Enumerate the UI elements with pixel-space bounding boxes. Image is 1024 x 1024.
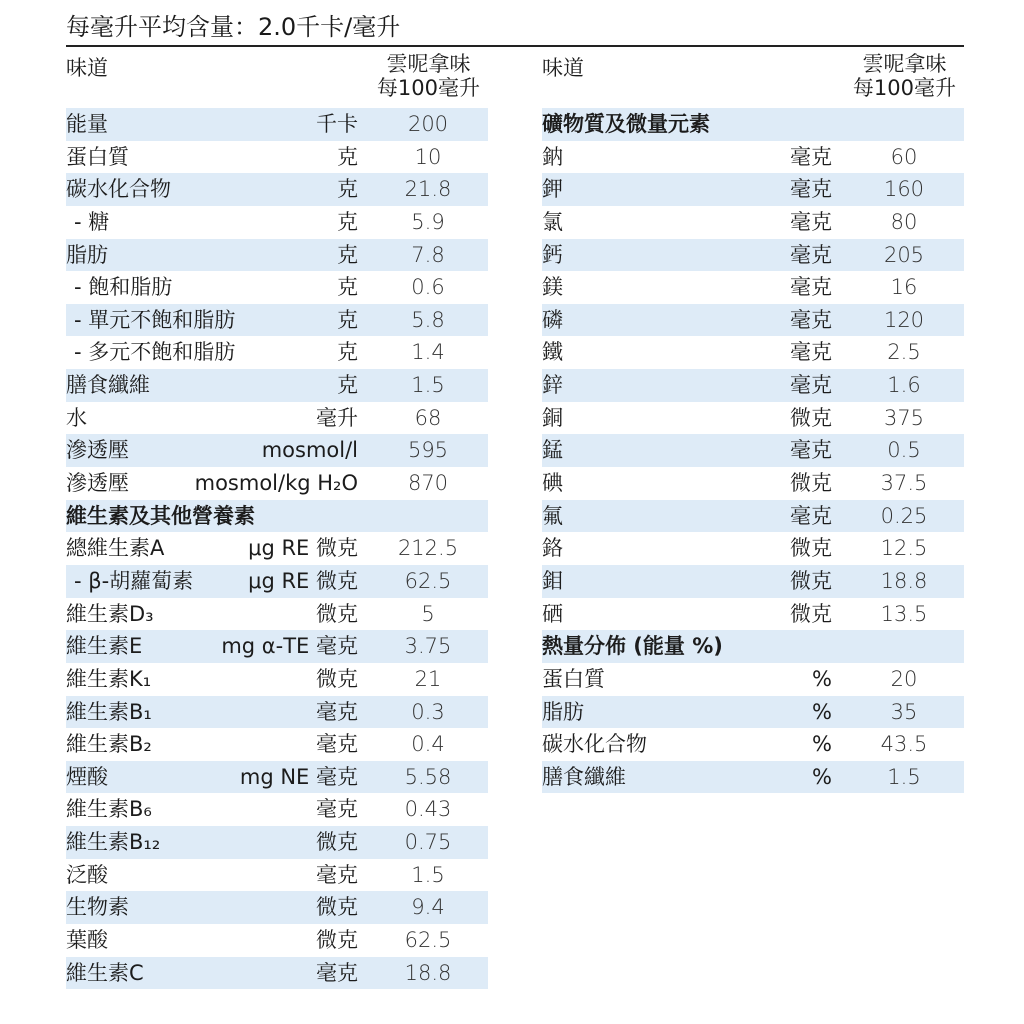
nutrient-value: 21 [414,666,442,691]
nutrient-value: 35 [890,699,918,724]
nutrient-unit: 克 [337,209,358,234]
nutrient-value: 20 [890,666,918,691]
flavor-name: 雲呢拿味 [862,52,947,76]
table-row [66,206,488,239]
nutrient-name: 磷 [542,307,563,332]
nutrient-unit: mosmol/l [261,438,358,463]
nutrient-name: - 多元不飽和脂肪 [74,340,236,365]
nutrient-unit: 微克 [790,405,832,430]
nutrient-name: 膳食纖維 [542,764,626,789]
nutrient-name: 碳水化合物 [66,177,171,202]
nutrient-unit: mg α-TE 毫克 [221,634,358,659]
table-row [66,402,488,435]
nutrient-unit: 毫克 [790,340,832,365]
nutrient-name: 氯 [542,209,563,234]
nutrient-value: 37.5 [880,471,928,496]
nutrient-value: 0.4 [411,732,445,757]
nutrient-unit: 微克 [790,471,832,496]
nutrient-unit: mg NE 毫克 [239,764,358,789]
table-row [542,728,964,761]
nutrient-value: 160 [883,177,925,202]
table-row [66,434,488,467]
nutrient-value: 7.8 [411,242,445,267]
table-row [542,467,964,500]
nutrient-unit: 毫克 [316,699,358,724]
table-row [66,304,488,337]
nutrient-unit: 毫克 [790,373,832,398]
nutrient-name: 生物素 [66,895,129,920]
right-table-rows [542,108,964,793]
nutrient-unit: 微克 [790,568,832,593]
nutrient-value: 1.5 [887,764,921,789]
nutrient-name: 脂肪 [66,242,108,267]
nutrient-unit: 毫升 [316,405,358,430]
nutrient-unit: 克 [337,340,358,365]
nutrient-name: - 單元不飽和脂肪 [74,307,236,332]
table-row [66,924,488,957]
nutrient-value: 0.3 [411,699,445,724]
nutrient-unit: % [812,666,832,691]
nutrient-name: 鈣 [542,242,563,267]
nutrient-value: 0.25 [880,503,928,528]
table-row [542,532,964,565]
nutrient-value: 870 [407,471,449,496]
nutrient-name: 維生素及其他營養素 [66,503,255,528]
nutrient-name: 滲透壓 [66,471,129,496]
table-row [542,696,964,729]
nutrient-unit: % [812,764,832,789]
nutrient-value: 0.5 [887,438,921,463]
header-divider [66,45,964,47]
nutrient-value: 9.4 [411,895,445,920]
nutrient-unit: 克 [337,307,358,332]
table-row [66,957,488,990]
nutrient-unit: 微克 [316,601,358,626]
nutrient-value: 3.75 [404,634,452,659]
nutrient-unit: % [812,732,832,757]
nutrient-name: 維生素B₆ [66,797,152,822]
nutrient-name: 滲透壓 [66,438,129,463]
table-row [66,793,488,826]
nutrient-name: 鉬 [542,568,563,593]
table-row [66,271,488,304]
nutrient-name: 鉻 [542,536,563,561]
nutrient-unit: 微克 [316,895,358,920]
nutrient-name: 總維生素A [66,536,165,561]
nutrient-value: 60 [890,144,918,169]
table-row [66,891,488,924]
table-row [542,336,964,369]
nutrient-unit: 微克 [316,928,358,953]
nutrient-value: 10 [414,144,442,169]
nutrient-name: 膳食纖維 [66,373,150,398]
nutrient-unit: 毫克 [790,275,832,300]
table-row [66,761,488,794]
table-row [542,402,964,435]
nutrient-value: 120 [883,307,925,332]
nutrient-name: 維生素B₁₂ [66,830,161,855]
nutrient-name: 葉酸 [66,928,108,953]
flavor-label: 味道 [66,56,108,80]
table-row [66,696,488,729]
nutrient-value: 595 [407,438,449,463]
nutrient-unit: 毫克 [316,960,358,985]
nutrient-value: 13.5 [880,601,928,626]
table-row [66,859,488,892]
nutrient-unit: 微克 [790,601,832,626]
nutrient-name: 維生素D₃ [66,601,154,626]
nutrient-unit: 千卡 [316,112,358,136]
nutrient-value: 375 [883,405,925,430]
table-row [542,761,964,794]
nutrient-name: 煙酸 [66,764,108,789]
table-row [542,663,964,696]
nutrient-unit: μg RE 微克 [248,536,358,561]
nutrient-name: - 飽和脂肪 [74,275,173,300]
flavor-column-header [853,52,956,100]
nutrient-name: 維生素E [66,634,143,659]
table-row [66,826,488,859]
nutrient-unit: 毫克 [790,144,832,169]
table-row [542,206,964,239]
nutrient-unit: % [812,699,832,724]
nutrient-name: - 糖 [74,209,110,234]
nutrient-value: 5.8 [411,307,445,332]
section-header-row [542,630,964,663]
nutrient-value: 62.5 [404,928,452,953]
left-nutrition-table [66,50,488,989]
nutrient-unit: 克 [337,144,358,169]
nutrient-unit: 克 [337,373,358,398]
nutrient-value: 212.5 [397,536,459,561]
table-row [66,630,488,663]
nutrient-value: 200 [407,112,449,136]
nutrient-name: 水 [66,405,87,430]
nutrient-name: 鐵 [542,340,563,365]
nutrient-unit: μg RE 微克 [248,568,358,593]
nutrient-name: 碳水化合物 [542,732,647,757]
table-row [66,173,488,206]
nutrient-value: 1.6 [887,373,921,398]
nutrient-value: 21.8 [404,177,452,202]
nutrient-name: 維生素B₁ [66,699,152,724]
section-header-row [66,500,488,533]
nutrient-name: 維生素C [66,960,144,985]
nutrient-name: 蛋白質 [542,666,605,691]
right-table-header [542,50,964,104]
nutrient-value: 5.9 [411,209,445,234]
nutrient-unit: 微克 [316,666,358,691]
nutrient-value: 68 [414,405,442,430]
nutrient-name: 熱量分佈 (能量 %) [542,634,723,659]
nutrient-value: 12.5 [880,536,928,561]
table-row [542,239,964,272]
nutrient-name: 鋅 [542,373,563,398]
page-title: 每毫升平均含量：2.0千卡/毫升 [66,13,401,41]
nutrient-value: 0.6 [411,275,445,300]
right-nutrition-table [542,50,964,793]
nutrient-unit: 毫克 [316,797,358,822]
nutrient-unit: 毫克 [790,307,832,332]
table-row [66,728,488,761]
table-row [66,663,488,696]
per-100ml-label: 每100毫升 [852,76,956,100]
nutrient-unit: 微克 [316,830,358,855]
nutrient-value: 18.8 [880,568,928,593]
table-row [542,369,964,402]
flavor-name: 雲呢拿味 [386,52,471,76]
nutrient-value: 1.5 [411,373,445,398]
nutrient-unit: 毫克 [790,242,832,267]
nutrient-name: 氟 [542,503,563,528]
nutrient-name: 鎂 [542,275,563,300]
nutrient-value: 80 [890,209,918,234]
nutrient-unit: 毫克 [316,862,358,887]
nutrient-unit: 微克 [790,536,832,561]
table-row [66,141,488,174]
nutrient-name: 錳 [542,438,563,463]
nutrient-name: 鈉 [542,144,563,169]
nutrient-unit: 毫克 [790,503,832,528]
nutrient-name: 脂肪 [542,699,584,724]
table-row [66,336,488,369]
table-row [66,467,488,500]
nutrient-name: 硒 [542,601,563,626]
table-row [66,239,488,272]
table-row [542,598,964,631]
nutrient-name: 蛋白質 [66,144,129,169]
table-row [542,271,964,304]
table-row [66,532,488,565]
flavor-column-header [377,52,480,100]
nutrient-value: 205 [883,242,925,267]
nutrient-name: 碘 [542,471,563,496]
nutrient-value: 5.58 [404,764,452,789]
table-row [66,108,488,141]
nutrient-unit: 毫克 [790,209,832,234]
nutrient-name: 泛酸 [66,862,108,887]
nutrient-unit: mosmol/kg H₂O [194,471,358,496]
section-header-row [542,108,964,141]
nutrient-value: 16 [890,275,918,300]
nutrient-unit: 毫克 [790,438,832,463]
nutrient-name: 維生素B₂ [66,732,152,757]
nutrient-unit: 毫克 [316,732,358,757]
table-row [66,598,488,631]
left-table-rows [66,108,488,989]
table-row [542,141,964,174]
nutrient-value: 1.4 [411,340,445,365]
table-row [542,173,964,206]
table-row [66,369,488,402]
nutrient-value: 62.5 [404,568,452,593]
left-table-header [66,50,488,104]
per-100ml-label: 每100毫升 [376,76,480,100]
nutrient-name: 能量 [66,112,108,136]
table-row [66,565,488,598]
table-row [542,304,964,337]
nutrient-unit: 克 [337,275,358,300]
table-row [542,434,964,467]
nutrient-name: 維生素K₁ [66,666,152,691]
nutrient-name: 礦物質及微量元素 [542,112,710,136]
table-row [542,500,964,533]
nutrient-value: 18.8 [404,960,452,985]
nutrient-value: 2.5 [887,340,921,365]
nutrient-value: 0.75 [404,830,452,855]
nutrient-value: 43.5 [880,732,928,757]
nutrient-value: 0.43 [404,797,452,822]
nutrient-value: 1.5 [411,862,445,887]
nutrient-value: 5 [421,601,435,626]
table-row [542,565,964,598]
nutrient-name: 銅 [542,405,563,430]
flavor-label: 味道 [542,56,584,80]
nutrient-unit: 克 [337,242,358,267]
nutrient-unit: 克 [337,177,358,202]
nutrient-name: 鉀 [542,177,563,202]
nutrient-unit: 毫克 [790,177,832,202]
nutrient-name: - β-胡蘿蔔素 [74,568,194,593]
